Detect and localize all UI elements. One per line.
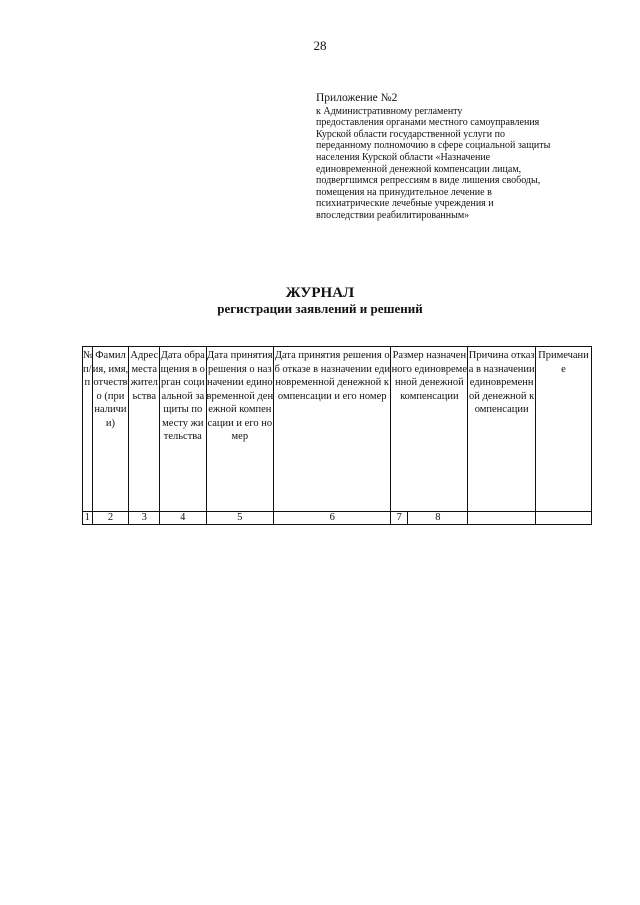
- column-header-address: Адрес места жительства: [129, 347, 160, 512]
- appendix-line: психиатрические лечебные учреждения и: [316, 198, 494, 210]
- column-number-cell: 2: [92, 512, 129, 525]
- appendix-line: к Административному регламенту: [316, 105, 463, 117]
- column-header-full-name: Фамилия, имя, отчество (при наличии): [92, 347, 129, 512]
- column-header-approval-decision: Дата принятия решения о назначении единовременной денежной компенсации и его номер: [206, 347, 274, 512]
- column-number-cell-empty: [468, 512, 536, 525]
- column-header-note: Примечание: [535, 347, 591, 512]
- journal-table: [82, 346, 592, 525]
- column-header-refusal-decision: Дата принятия решения об отказе в назначении единовременной денежной компенсации и его номер: [274, 347, 391, 512]
- appendix-line: населения Курской области «Назначение: [316, 151, 491, 163]
- appendix-note: [316, 93, 606, 222]
- column-header-compensation-amount: Размер назначенного единовременной денежной компенсации: [391, 347, 468, 512]
- column-number-cell-split: [391, 512, 468, 525]
- journal-title: ЖУРНАЛ: [285, 285, 355, 301]
- column-number-cell: 6: [274, 512, 391, 525]
- column-number-cell: 3: [129, 512, 160, 525]
- column-header-number: № п/п: [83, 347, 93, 512]
- column-number-cell: 5: [206, 512, 274, 525]
- column-header-application-date: Дата обращения в орган социальной защиты по месту жительства: [160, 347, 206, 512]
- appendix-line: предоставления органами местного самоуправления: [316, 117, 540, 129]
- appendix-line: переданному полномочию в сфере социальной защиты: [316, 140, 551, 152]
- table-row-column-numbers: [83, 512, 592, 525]
- column-number-cell: 7: [391, 512, 408, 524]
- column-number-cell: 1: [83, 512, 93, 525]
- appendix-line: помещения на принудительное лечение в: [316, 186, 492, 198]
- appendix-line: впоследствии реабилитированным»: [316, 209, 470, 221]
- column-number-cell: 8: [435, 512, 441, 523]
- column-number-cell: 4: [160, 512, 206, 525]
- column-number-cell-empty: [535, 512, 591, 525]
- appendix-line: единовременной денежной компенсации лицам,: [316, 163, 522, 175]
- appendix-line: подвергшимся репрессиям в виде лишения свободы,: [316, 175, 541, 187]
- table-header-row: [83, 347, 592, 512]
- appendix-line: Курской области государственной услуги по: [316, 128, 505, 140]
- column-header-refusal-reason: Причина отказа в назначении единовременной денежной компенсации: [468, 347, 536, 512]
- appendix-title: Приложение №2: [316, 92, 398, 104]
- journal-subtitle: регистрации заявлений и решений: [217, 301, 423, 316]
- page-number: 28: [313, 38, 327, 53]
